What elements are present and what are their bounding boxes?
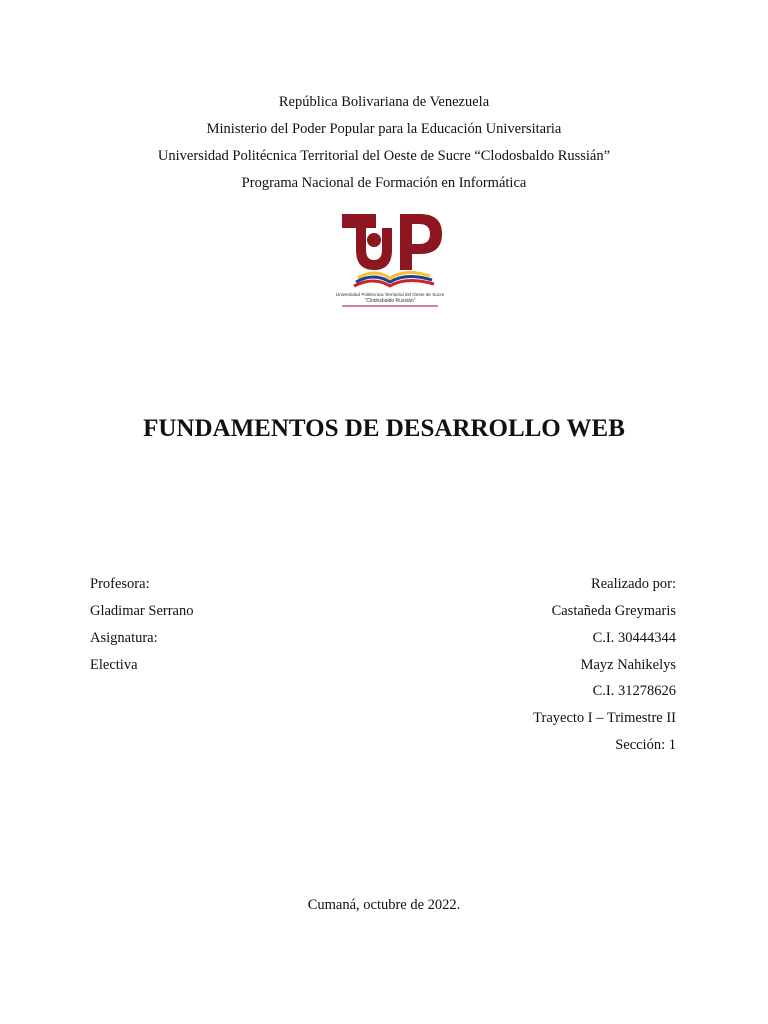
course-period: Trayecto I – Trimestre II: [533, 710, 676, 726]
professor-name: Gladimar Serrano: [90, 603, 194, 619]
header-country: República Bolivariana de Venezuela: [278, 94, 490, 110]
authors-label: Realizado por:: [591, 576, 676, 592]
subject-name: Electiva: [90, 657, 138, 673]
author-2-id: C.I. 31278626: [592, 683, 676, 699]
author-1-name: Castañeda Greymaris: [551, 603, 676, 619]
university-logo: [334, 206, 446, 312]
author-1-id: C.I. 30444344: [592, 630, 676, 646]
professor-label: Profesora:: [90, 576, 150, 592]
logo-caption-1: Universidad Politécnica Territorial del Oeste de Sucre: [335, 292, 445, 297]
header-university: Universidad Politécnica Territorial del Oeste de Sucre “Clodosbaldo Russián”: [157, 148, 611, 164]
document-title: FUNDAMENTOS DE DESARROLLO WEB: [143, 415, 625, 442]
section-number: Sección: 1: [615, 737, 676, 753]
place-date: Cumaná, octubre de 2022.: [307, 897, 461, 913]
logo-caption-2: “Clodosbaldo Russián”: [364, 298, 416, 304]
header-program: Programa Nacional de Formación en Informática: [241, 175, 527, 191]
subject-label: Asignatura:: [90, 630, 158, 646]
header-ministry: Ministerio del Poder Popular para la Educación Universitaria: [206, 121, 562, 137]
author-2-name: Mayz Nahikelys: [580, 657, 676, 673]
